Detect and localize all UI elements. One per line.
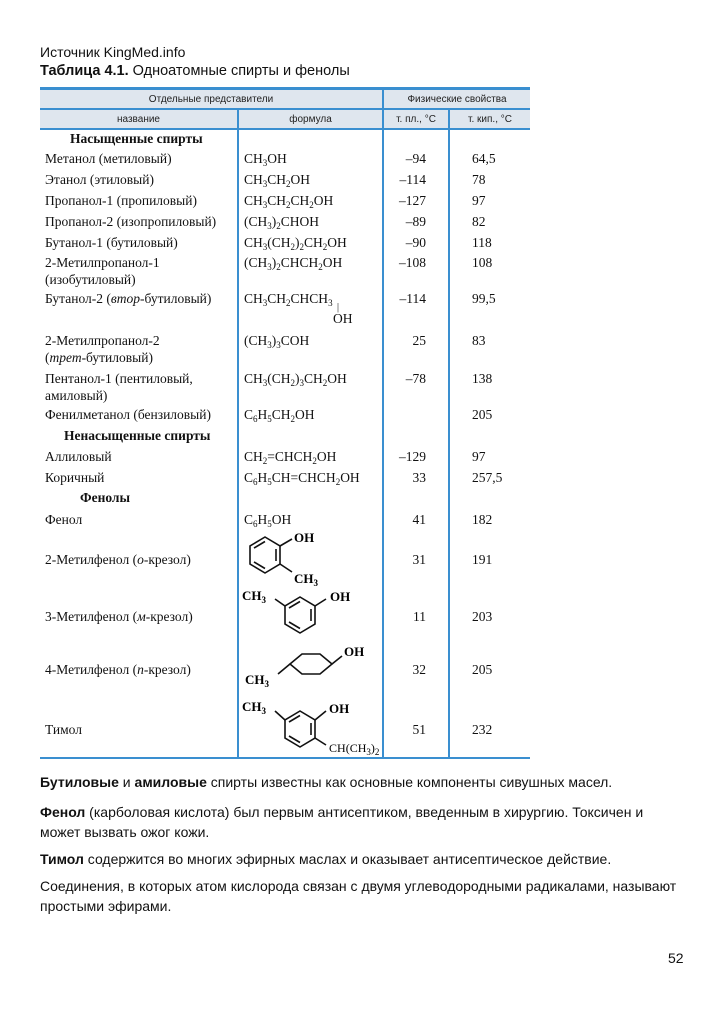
- row-name: Фенол: [45, 512, 83, 527]
- header-col-formula: формула: [239, 110, 382, 128]
- row-formula: $CH_3OH$: [244, 151, 287, 168]
- table-caption: [40, 63, 350, 79]
- row-bp: 78: [472, 172, 486, 187]
- o-cresol-oh: OH: [294, 530, 315, 545]
- thymol-structure: [240, 699, 390, 757]
- section-saturated: Насыщенные спирты: [70, 131, 203, 146]
- row-formula: $CH_3CH_2OH$: [244, 172, 311, 189]
- header-bottom-rule: [40, 128, 530, 130]
- alcohols-table: [40, 87, 530, 759]
- row-mp: 51: [412, 722, 426, 737]
- thymol-oh: OH: [329, 701, 350, 716]
- row-bp: 83: [472, 333, 486, 348]
- row-formula: $CH_2=CHCH_2OH$: [244, 449, 337, 466]
- row-mp: –94: [405, 151, 426, 166]
- row-mp: 31: [412, 552, 426, 567]
- o-cresol-structure: [240, 529, 350, 587]
- source-label: Источник KingMed.info: [40, 44, 186, 60]
- p-cresol-ch3: $CH_3$: [245, 672, 270, 689]
- row-mp: 25: [412, 333, 426, 348]
- row-bp: 64,5: [472, 151, 496, 166]
- thymol-isopropyl: $CH(CH_3)_2$: [329, 741, 380, 757]
- row-name: Тимол: [45, 722, 82, 737]
- row-mp: –108: [399, 255, 426, 270]
- row-name: Фенилметанол (бензиловый): [45, 407, 211, 422]
- row-formula: $C_6H_5CH_2OH$: [244, 407, 315, 424]
- row-formula: $C_6H_5OH$: [244, 512, 292, 529]
- row-formula: $(CH_3)_2CHCH_2OH$: [244, 255, 343, 272]
- m-cresol-ch3: $CH_3$: [242, 588, 267, 605]
- caption-text: Одноатомные спирты и фенолы: [128, 63, 350, 79]
- row-bp: 99,5: [472, 291, 496, 306]
- col-divider-1: [237, 110, 239, 759]
- section-unsaturated: Ненасыщенные спирты: [64, 428, 211, 443]
- row-bp: 232: [472, 722, 493, 737]
- header-col-mp: т. пл., °С: [384, 110, 448, 128]
- paragraph-1: Бутиловые и амиловые спирты известны как основные компоненты сивушных масел.: [40, 774, 613, 790]
- row-bp: 257,5: [472, 470, 503, 485]
- row-name: Пентанол-1 (пентиловый,: [45, 371, 193, 386]
- o-cresol-ch3: $CH_3$: [294, 571, 319, 587]
- row-name: 2-Метилпропанол-1: [45, 255, 160, 270]
- header-group-right: Физические свойства: [384, 90, 530, 108]
- header-col-bp: т. кип., °С: [450, 110, 530, 128]
- row-bp: 118: [472, 235, 492, 250]
- row-formula: $(CH_3)_3COH$: [244, 333, 310, 350]
- row-bp: 138: [472, 371, 493, 386]
- row-name: Аллиловый: [45, 449, 112, 464]
- row-formula: $CH_3CH_2CHCH_3$: [244, 291, 333, 308]
- row-mp: –129: [399, 449, 426, 464]
- paragraph-3: Тимол содержится во многих эфирных маслах и оказывает антисептическое действие.: [40, 851, 612, 867]
- col-divider-2: [382, 90, 384, 759]
- row-formula: $CH_3CH_2CH_2OH$: [244, 193, 334, 210]
- row-mp: –114: [399, 172, 426, 187]
- row-bp: 205: [472, 662, 493, 677]
- col-divider-3: [448, 110, 450, 759]
- row-name: Бутанол-1 (бутиловый): [45, 235, 178, 250]
- row-name: Бутанол-2 (втор-бутиловый): [45, 291, 212, 306]
- row-name: Метанол (метиловый): [45, 151, 172, 166]
- row-bp: 205: [472, 407, 493, 422]
- row-formula-oh: OH: [333, 311, 353, 326]
- header-divider: [40, 108, 530, 110]
- row-bp: 203: [472, 609, 493, 624]
- row-bp: 82: [472, 214, 486, 229]
- row-name: Этанол (этиловый): [45, 172, 154, 187]
- section-phenols: Фенолы: [80, 490, 131, 505]
- row-bp: 97: [472, 449, 486, 464]
- row-mp: 33: [412, 470, 426, 485]
- row-mp: –89: [405, 214, 426, 229]
- row-mp: –90: [405, 235, 426, 250]
- row-formula: $CH_3(CH_2)_3CH_2OH$: [244, 371, 347, 388]
- row-name: 2-Метилфенол (о-крезол): [45, 552, 191, 567]
- row-name-line2: (изобутиловый): [45, 272, 136, 287]
- row-name: Коричный: [45, 470, 105, 485]
- header-col-name: название: [40, 110, 237, 128]
- row-bp: 182: [472, 512, 493, 527]
- row-name-line2: амиловый): [45, 388, 108, 403]
- row-bp: 108: [472, 255, 493, 270]
- paragraph-4: Соединения, в которых атом кислорода связан с двумя углеводородными радикалами, называют простыми эфирами.: [40, 878, 677, 914]
- row-name: Пропанол-1 (пропиловый): [45, 193, 197, 208]
- p-cresol-structure: [240, 642, 370, 694]
- row-name: 3-Метилфенол (м-крезол): [45, 609, 193, 624]
- table-bottom-rule: [40, 757, 530, 759]
- row-mp: –127: [399, 193, 426, 208]
- row-formula: $(CH_3)_2CHOH$: [244, 214, 320, 231]
- thymol-ch3: $CH_3$: [242, 699, 267, 716]
- bond-vertical: |: [337, 302, 340, 313]
- row-mp: –114: [399, 291, 426, 306]
- header-group-left: Отдельные представители: [40, 90, 382, 108]
- row-mp: 11: [413, 609, 426, 624]
- row-mp: –78: [405, 371, 426, 386]
- row-mp: 32: [412, 662, 426, 677]
- row-name-line2: (трет-бутиловый): [45, 350, 153, 365]
- row-name: 2-Метилпропанол-2: [45, 333, 160, 348]
- page-number: 52: [668, 950, 684, 966]
- row-name: Пропанол-2 (изопропиловый): [45, 214, 217, 229]
- m-cresol-oh: OH: [330, 589, 351, 604]
- paragraph-2: Фенол (карболовая кислота) был первым антисептиком, введенным в хирургию. Токсичен и может вызвать ожог кожи.: [40, 804, 644, 840]
- row-mp: 41: [412, 512, 426, 527]
- caption-label: Таблица 4.1.: [40, 63, 129, 79]
- row-bp: 191: [472, 552, 493, 567]
- row-formula: $CH_3(CH_2)_2CH_2OH$: [244, 235, 347, 252]
- p-cresol-oh: OH: [344, 644, 365, 659]
- row-formula: $C_6H_5CH=CHCH_2OH$: [244, 470, 360, 487]
- row-bp: 97: [472, 193, 486, 208]
- row-name: 4-Метилфенол (п-крезол): [45, 662, 191, 677]
- m-cresol-structure: [240, 587, 370, 642]
